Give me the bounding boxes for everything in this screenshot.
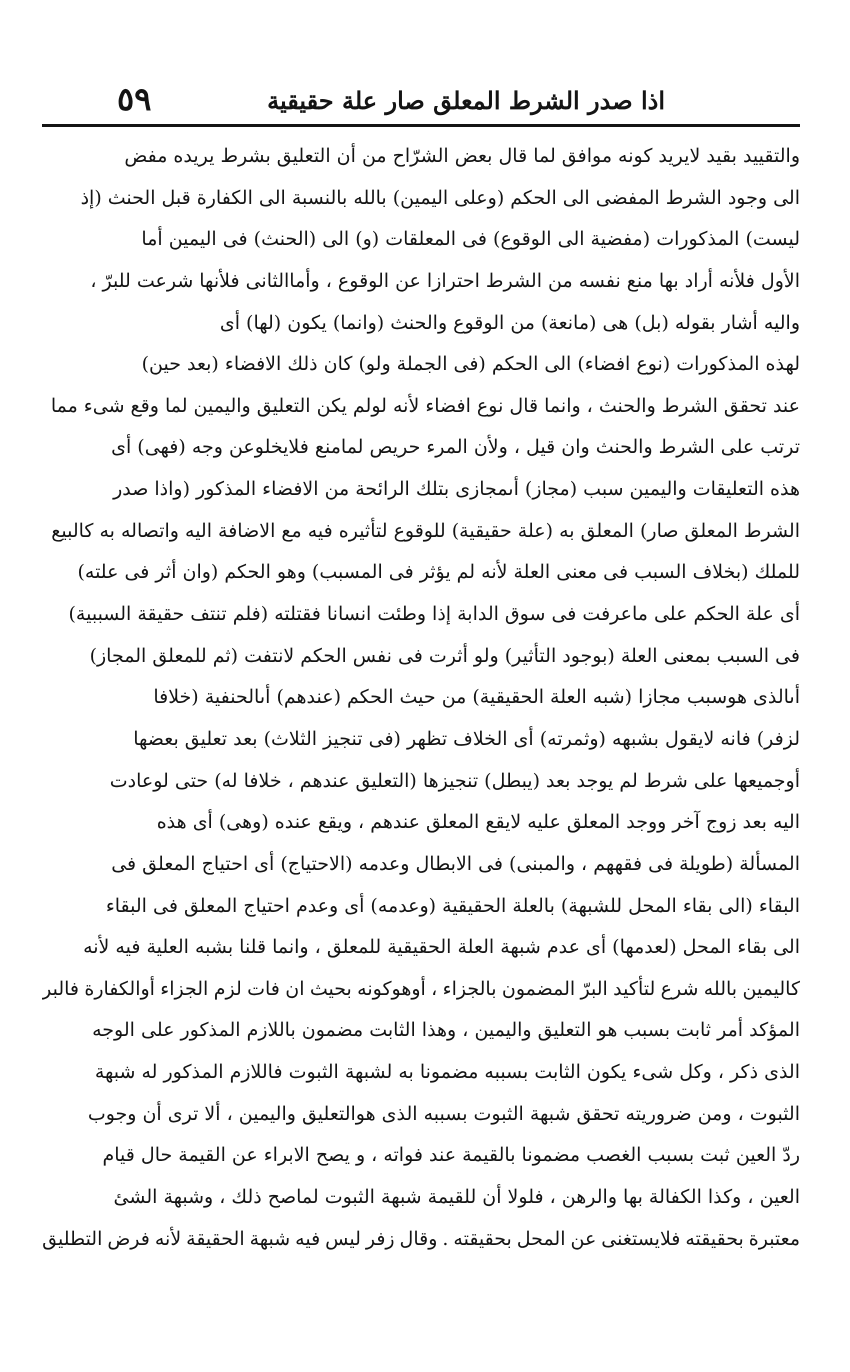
- text-line: فى السبب بمعنى العلة (بوجود التأثير) ولو أثرت فى نفس الحكم لانتفت (ثم للمعلق المجاز): [89, 644, 800, 667]
- text-line: الذى ذكر ، وكل شىء يكون الثابت بسببه مضمونا به لشبهة الثبوت فاللازم المذكور له شبهة: [94, 1061, 800, 1084]
- text-line: الى بقاء المحل (لعدمها) أى عدم شبهة العلة الحقيقية للمعلق ، وانما قلنا بشبه العلية فيه لأنه: [83, 936, 800, 959]
- header-rule: [42, 124, 800, 127]
- text-line: الى وجود الشرط المفضى الى الحكم (وعلى اليمين) بالله بالنسبة الى الكفارة قبل الحنث (إذ: [80, 186, 800, 209]
- page-number: ٥٩: [117, 80, 152, 118]
- text-line: الأول فلأنه أراد بها منع نفسه من الشرط احترازا عن الوقوع ، وأماالثانى فلأنها شرعت للبرّ ،: [90, 269, 800, 292]
- text-line: العين ، وكذا الكفالة بها والرهن ، فلولا أن للقيمة شبهة الثبوت لماصح ذلك ، وشبهة الشئ: [113, 1186, 800, 1209]
- text-line: ترتب على الشرط والحنث وان قيل ، ولأن المرء حريص لمامنع فلايخلوعن وجه (فهى) أى: [111, 436, 800, 459]
- running-title: اذا صدر الشرط المعلق صار علة حقيقية: [267, 86, 665, 115]
- text-line: ليست) المذكورات (مفضية الى الوقوع) فى المعلقات (و) الى (الحنث) فى اليمين أما: [141, 228, 800, 251]
- text-line: عند تحقق الشرط والحنث ، وانما قال نوع افضاء لأنه لولم يكن التعليق واليمين لما وقع شىء مما: [50, 394, 800, 417]
- text-line: لزفر) فانه لايقول بشبهه (وثمرته) أى الخلاف تظهر (فى تنجيز الثلاث) بعد تعليق بعضها: [133, 727, 800, 750]
- text-line: واليه أشار بقوله (بل) هى (مانعة) من الوقوع والحنث (وانما) يكون (لها) أى: [219, 311, 800, 334]
- body-text: [42, 136, 800, 1260]
- text-line: هذه التعليقات واليمين سبب (مجاز) أىمجازى بتلك الرائحة من الافضاء المذكور (واذا صدر: [113, 478, 800, 501]
- text-line: أىالذى هوسبب مجازا (شبه العلة الحقيقية) من حيث الحكم (عندهم) أىالحنفية (خلافا: [153, 686, 800, 709]
- text-line: لهذه المذكورات (نوع افضاء) الى الحكم (فى الجملة ولو) كان ذلك الافضاء (بعد حين): [141, 353, 800, 376]
- text-line: المسألة (طويلة فى فقههم ، والمبنى) فى الابطال وعدمه (الاحتياج) أى احتياج المعلق فى: [111, 852, 800, 875]
- text-line: اليه بعد زوج آخر ووجد المعلق عليه لايقع المعلق عندهم ، ويقع عنده (وهى) أى هذه: [156, 811, 800, 834]
- text-line: الثبوت ، ومن ضروريته تحقق شبهة الثبوت بسببه الذى هوالتعليق واليمين ، ألا ترى أن وجوب: [87, 1102, 800, 1125]
- text-line: الشرط المعلق صار) المعلق به (علة حقيقية) للوقوع لتأثيره فيه مع الاضافة اليه واتصاله به كالبيع: [51, 519, 800, 542]
- text-line: معتبرة بحقيقته فلايستغنى عن المحل بحقيقته . وقال زفر ليس فيه شبهة الحقيقة لأنه فرض التطليق: [42, 1227, 800, 1250]
- text-line: للملك (بخلاف السبب فى معنى العلة لأنه لم يؤثر فى المسبب) وهو الحكم (وان أثر فى علته): [77, 561, 800, 584]
- text-line: المؤكد أمر ثابت بسبب هو التعليق واليمين ، وهذا الثابت مضمون باللازم المذكور على الوجه: [92, 1019, 800, 1042]
- page-header: [42, 82, 800, 120]
- text-line: أى علة الحكم على ماعرفت فى سوق الدابة إذا وطئت انسانا فقتلته (فلم تنتف حقيقة السببية): [68, 603, 800, 626]
- text-line: أوجميعها على شرط لم يوجد بعد (يبطل) تنجيزها (التعليق عندهم ، خلافا له) حتى لوعادت: [109, 769, 800, 792]
- text-line: ردّ العين ثبت بسبب الغصب مضمونا بالقيمة عند فواته ، و يصح الابراء عن القيمة حال قيام: [102, 1144, 800, 1167]
- text-line: كاليمين بالله شرع لتأكيد البرّ المضمون بالجزاء ، أوهوكونه بحيث ان فات لزم الجزاء أوالكفارة فالبر: [42, 977, 800, 1000]
- text-line: البقاء (الى بقاء المحل للشبهة) بالعلة الحقيقية (وعدمه) أى وعدم احتياج المعلق فى البقاء: [105, 894, 800, 917]
- text-line: والتقييد بقيد لايريد كونه موافق لما قال بعض الشرّاح من أن التعليق بشرط يريده مفض: [124, 145, 800, 167]
